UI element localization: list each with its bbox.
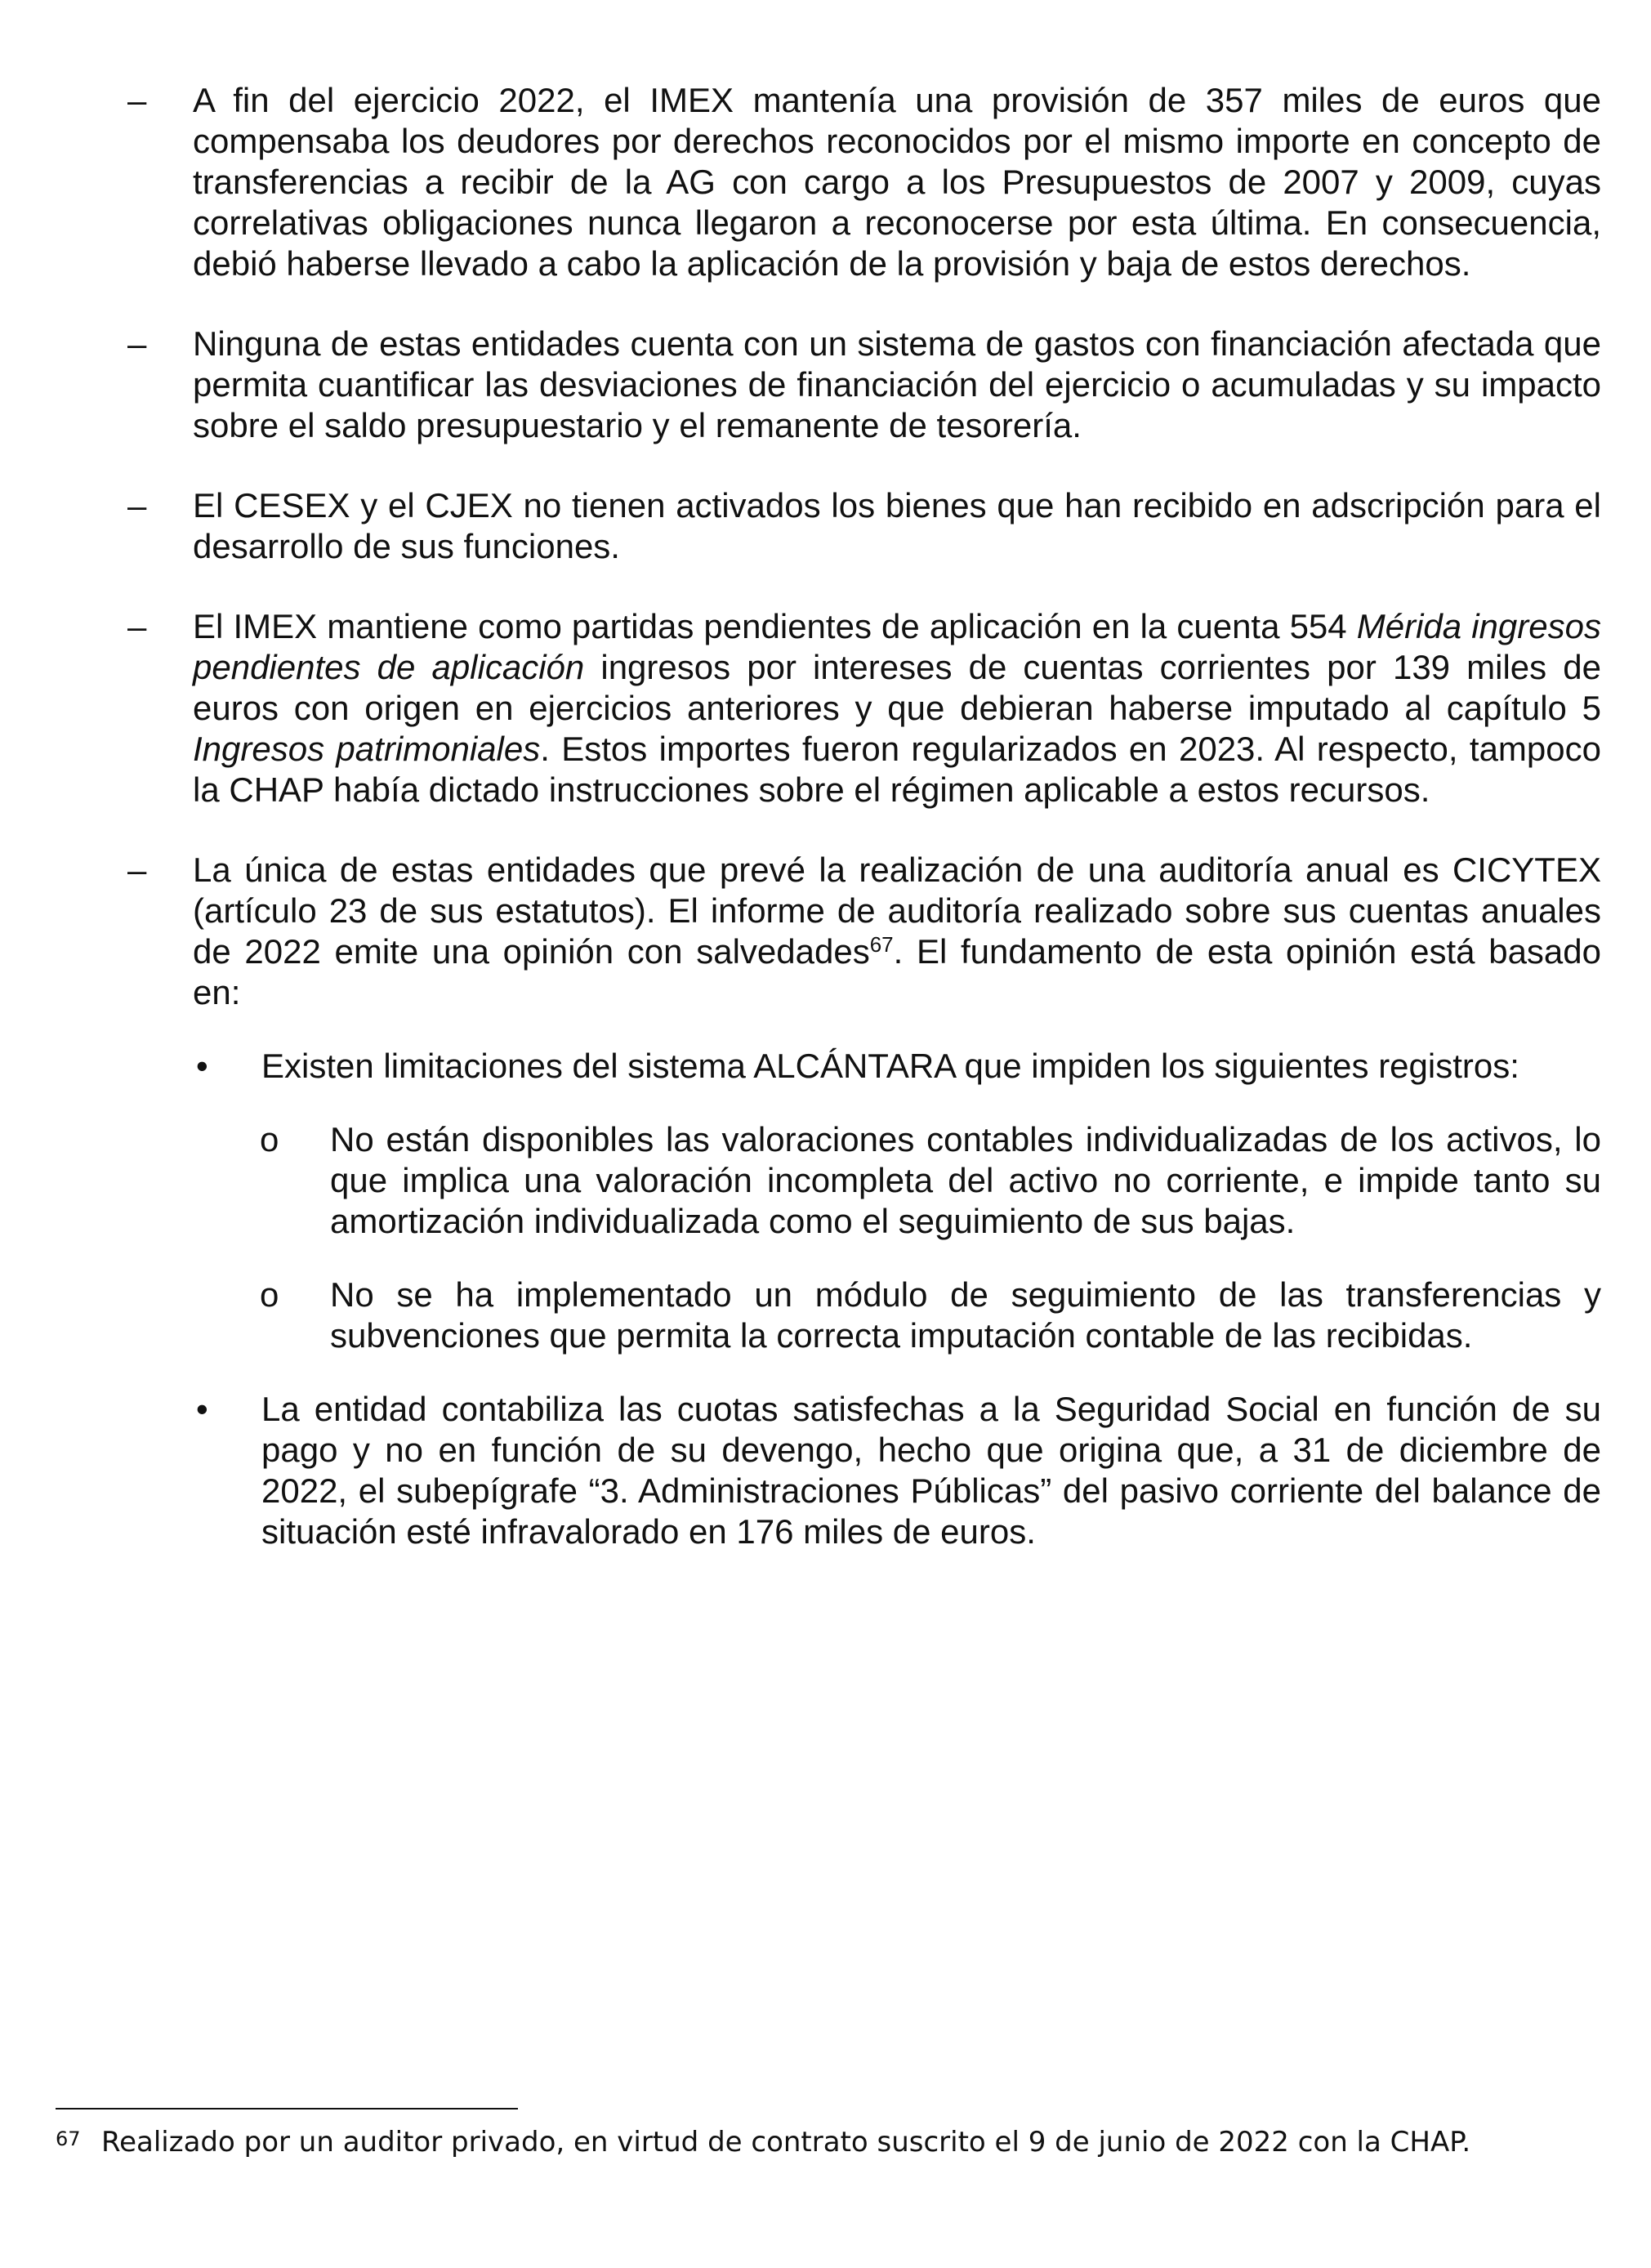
footnote-text: Realizado por un auditor privado, en virtud de contrato suscrito el 9 de junio de 2022 con la CHAP. bbox=[101, 2126, 1471, 2159]
dash-item-financiacion-afectada bbox=[123, 324, 1601, 446]
paragraph-text: Ninguna de estas entidades cuenta con un sistema de gastos con financiación afectada que permita cuantificar las desviaciones de financiación del ejercicio o acumuladas y su impacto sobre el saldo presupuestario y el remanente de tesorería. bbox=[193, 324, 1601, 444]
paragraph-text: A fin del ejercicio 2022, el IMEX mantenía una provisión de 357 miles de euros que compensaba los deudores por derechos reconocidos por el mismo importe en concepto de transferencias a recibir de la AG con cargo a los Presupuestos de 2007 y 2009, cuyas correlativas obligaciones nunca llegaron a reconocerse por esta última. En consecuencia, debió haberse llevado a cabo la aplicación de la provisión y baja de estos derechos. bbox=[193, 81, 1601, 283]
dash-marker: – bbox=[127, 324, 147, 363]
dash-item-cesex-cjex bbox=[123, 485, 1601, 567]
sub-marker: o bbox=[260, 1275, 279, 1314]
sub-item-valoraciones bbox=[123, 1119, 1601, 1242]
footnote-reference[interactable]: 67 bbox=[869, 932, 894, 957]
bullet-text: La entidad contabiliza las cuotas satisfechas a la Seguridad Social en función de su pago y no en función de su devengo, hecho que origina que, a 31 de diciembre de 2022, el subepígrafe “3. Administraciones Públicas” del pasivo corriente del balance de situación esté infravalorado en 176 miles de euros. bbox=[261, 1390, 1601, 1551]
footnote bbox=[56, 2124, 1591, 2160]
body-text bbox=[123, 80, 1601, 1585]
sub-marker: o bbox=[260, 1120, 279, 1159]
sub-item-modulo-seguimiento bbox=[123, 1275, 1601, 1356]
paragraph-text-part: El IMEX mantiene como partidas pendientes de aplicación en la cuenta 554 bbox=[193, 607, 1357, 645]
paragraph-text: El CESEX y el CJEX no tienen activados los bienes que han recibido en adscripción para el desarrollo de sus funciones. bbox=[193, 486, 1601, 565]
bullet-marker: • bbox=[196, 1047, 208, 1085]
dash-item-cicytex-auditoria bbox=[123, 850, 1601, 1013]
sub-item-text: No están disponibles las valoraciones contables individualizadas de los activos, lo que implica una valoración incompleta del activo no corriente, e impide tanto su amortización individualizada como el seguimiento de sus bajas. bbox=[330, 1120, 1601, 1240]
dash-marker: – bbox=[127, 486, 147, 525]
paragraph-text-part: . Estos importes fueron regularizados en 2023. Al respecto, tampoco la CHAP había dictado instrucciones sobre el régimen aplicable a estos recursos. bbox=[193, 730, 1601, 809]
bullet-marker: • bbox=[196, 1390, 208, 1428]
footnote-separator bbox=[56, 2108, 518, 2110]
paragraph-text-part: ingresos por intereses de cuentas corrientes por 139 miles de euros con origen en ejercicios anteriores y que debieran haberse imputado al capítulo 5 bbox=[193, 648, 1601, 727]
paragraph-text-part: . El fundamento de esta opinión está basado en: bbox=[193, 932, 1601, 1011]
bullet-item-seguridad-social bbox=[123, 1389, 1601, 1552]
dash-marker: – bbox=[127, 607, 147, 645]
bullet-text: Existen limitaciones del sistema ALCÁNTARA que impiden los siguientes registros: bbox=[261, 1047, 1519, 1085]
dash-item-imex-provision bbox=[123, 80, 1601, 284]
dash-marker: – bbox=[127, 850, 147, 889]
sub-item-text: No se ha implementado un módulo de seguimiento de las transferencias y subvenciones que permita la correcta imputación contable de las recibidas. bbox=[330, 1275, 1601, 1355]
paragraph-text-part: La única de estas entidades que prevé la realización de una auditoría anual es CICYTEX (artículo 23 de sus estatutos). El informe de auditoría realizado sobre sus cuentas anuales de 2022 emite una opinión con salvedades bbox=[193, 850, 1601, 971]
footnote-number: 67 bbox=[56, 2127, 81, 2150]
bullet-item-alcantara bbox=[123, 1046, 1601, 1087]
account-name-italic: Mérida ingresos pendientes de aplicación bbox=[193, 607, 1601, 686]
chapter-name-italic: Ingresos patrimoniales bbox=[193, 730, 541, 768]
dash-item-imex-partidas bbox=[123, 606, 1601, 810]
dash-marker: – bbox=[127, 81, 147, 119]
